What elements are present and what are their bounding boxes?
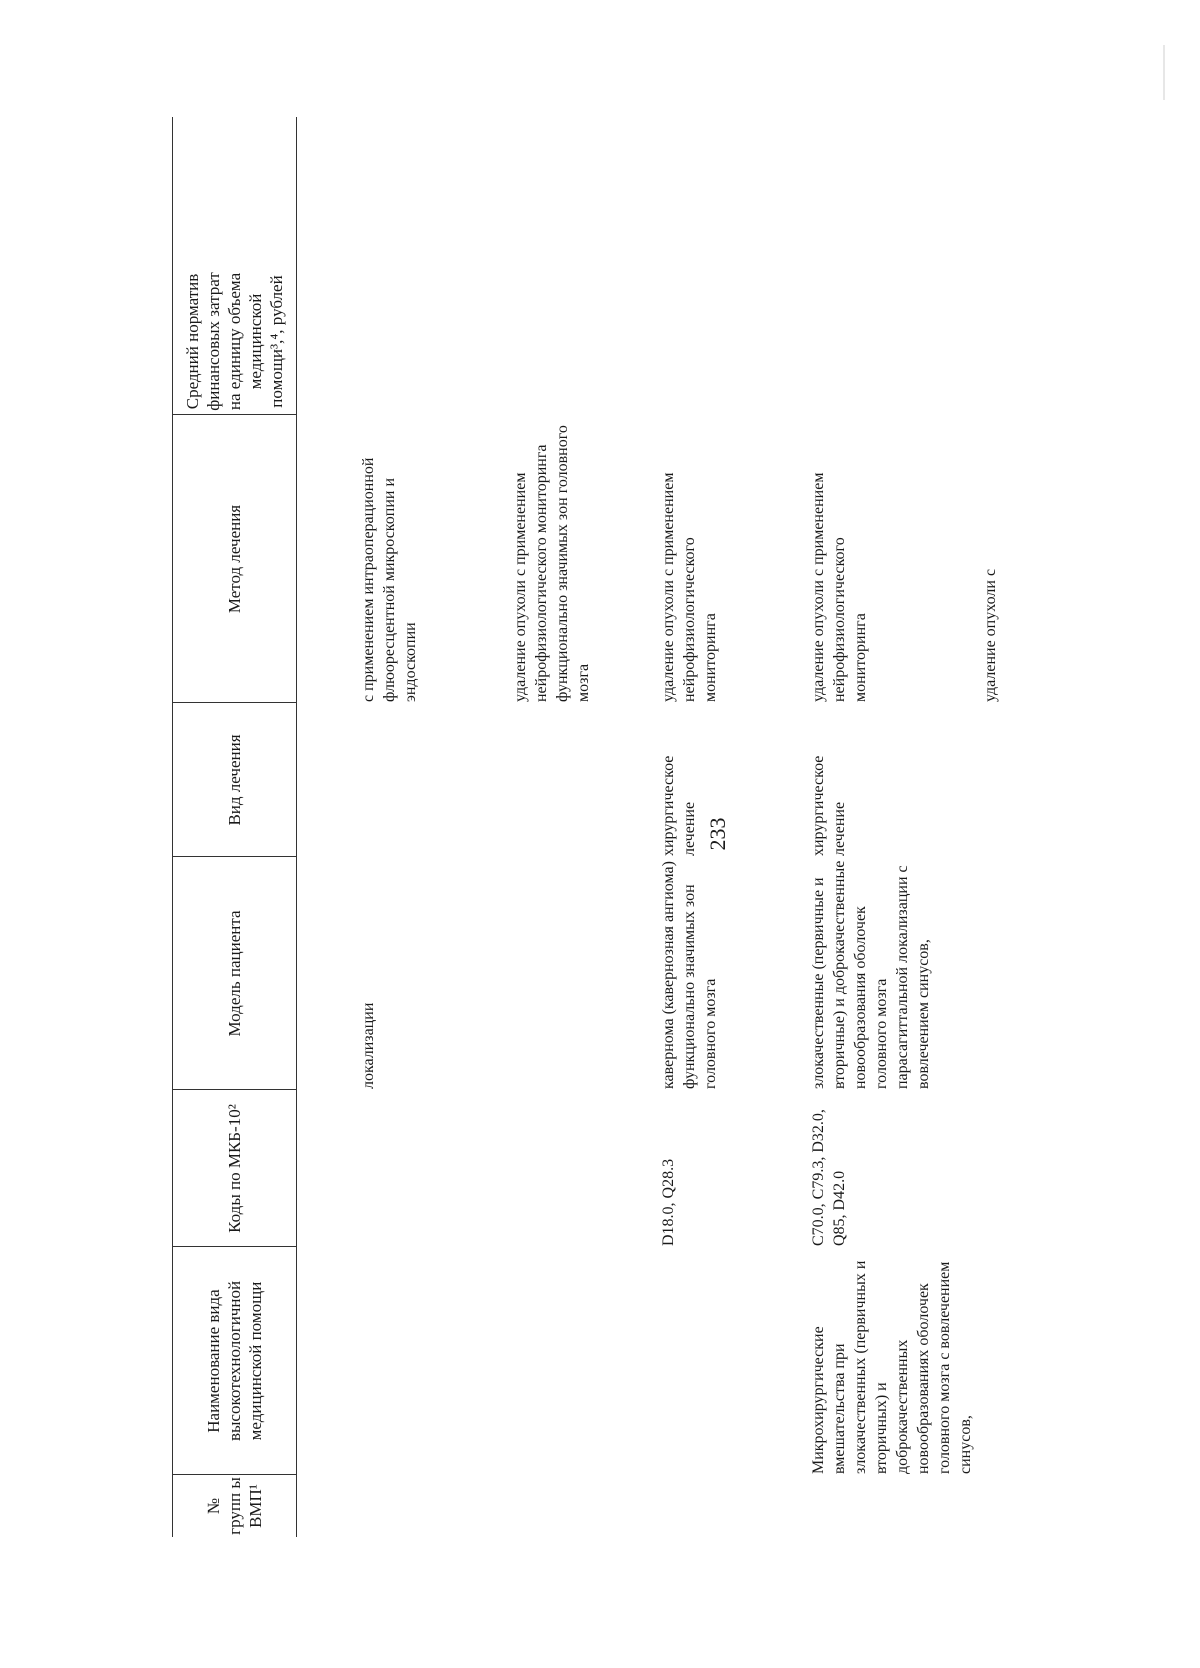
header-treatment-type: Вид лечения xyxy=(224,734,244,826)
col-divider-4 xyxy=(172,856,296,857)
row-2-patient-model: кавернома (кавернозная ангиома) функционально значимых зон головного мозга xyxy=(660,861,719,1089)
header-name: Наименование вида высокотехнологичной медицинской помощи xyxy=(203,1280,265,1442)
row-4-treatment-method: удаление опухоли с xyxy=(982,568,999,702)
header-cost: Средний норматив финансовых затрат на единицу объема медицинской помощи³,⁴, рублей xyxy=(182,272,286,411)
row-3-patient-model: злокачественные (первичные и вторичные) и доброкачественные новообразования оболочек головного мозга парасагиттальной локализации с вовлечением синусов, xyxy=(810,860,932,1089)
col-divider-6 xyxy=(172,414,296,415)
header-treatment-method: Метод лечения xyxy=(224,504,244,614)
table-header-rule xyxy=(296,117,297,1537)
row-0-treatment-method: с применением интраоперационной флюоресцентной микроскопии и эндоскопии xyxy=(360,457,419,702)
row-2-icd: D18.0, Q28.3 xyxy=(660,1158,677,1246)
row-2-treatment-type: хирургическое лечение xyxy=(660,755,698,856)
header-patient-model: Модель пациента xyxy=(224,910,244,1037)
col-divider-3 xyxy=(172,1089,296,1090)
row-3-treatment-method: удаление опухоли с применением нейрофизиологического мониторинга xyxy=(810,472,869,702)
header-group-no: № групп ы ВМП¹ xyxy=(203,1477,265,1535)
row-3-treatment-type: хирургическое лечение xyxy=(810,755,848,856)
row-3-icd: C70.0, C79.3, D32.0, Q85, D42.0 xyxy=(810,1109,848,1246)
row-0-patient-model: локализации xyxy=(360,1002,377,1089)
col-divider-5 xyxy=(172,702,296,703)
header-icd: Коды по МКБ-10² xyxy=(224,1104,244,1233)
rotated-table xyxy=(172,97,1172,1537)
row-1-treatment-method: удаление опухоли с применением нейрофизиологического мониторинга функционально значимых зон головного мозга xyxy=(512,425,592,702)
col-divider-2 xyxy=(172,1246,296,1247)
page-number: 233 xyxy=(705,817,730,851)
scan-artifact xyxy=(1163,45,1165,100)
row-3-name: Микрохирургические вмешательства при злокачественных (первичных и вторичных) и доброкачественных новообразованиях оболочек головного мозга с вовлечением синусов, xyxy=(810,1260,974,1474)
row-2-treatment-method: удаление опухоли с применением нейрофизиологического мониторинга xyxy=(660,472,719,702)
